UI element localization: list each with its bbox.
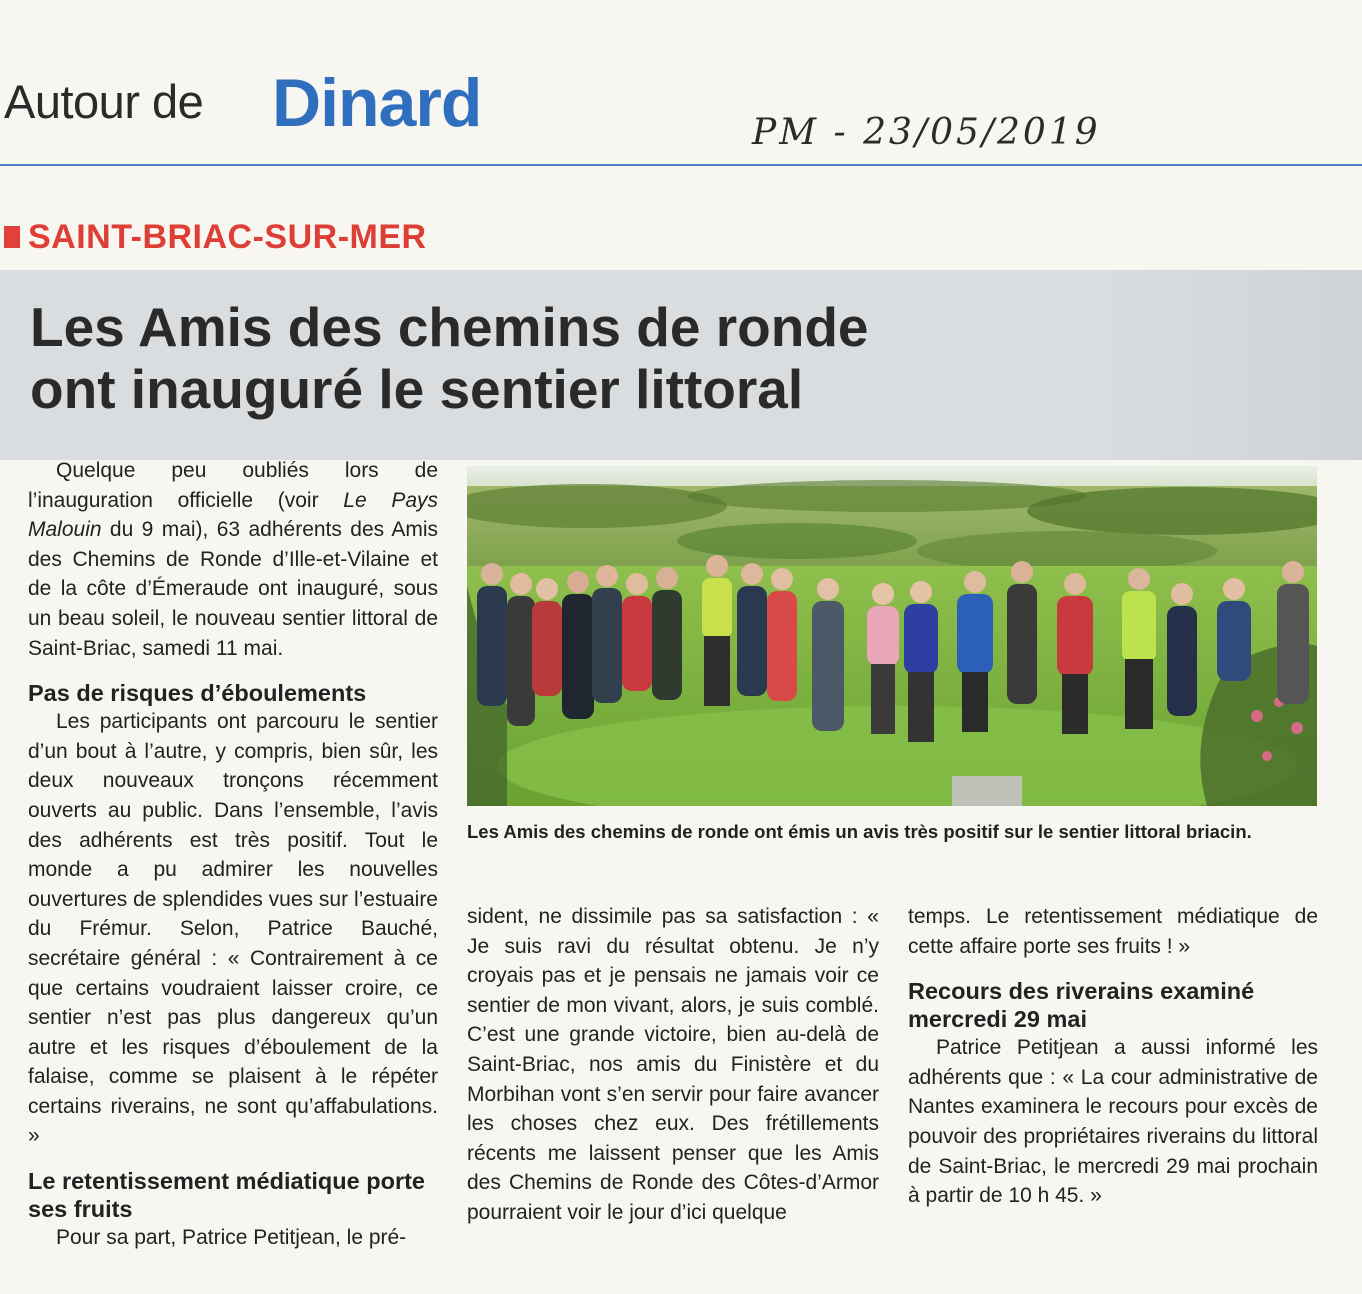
- header-rule: [0, 164, 1362, 166]
- paragraph-recours: Patrice Petitjean a aussi informé les adhérents que : « La cour administrative de Nantes examinera le recours pour excès de pouvoir des propriétaires riverains du littoral de Saint-Briac, le mercredi 29 mai prochain à partir de 10 h 45. »: [908, 1036, 1318, 1208]
- kicker-marker: [4, 226, 20, 248]
- paragraph-participants: Les participants ont parcouru le sentier d’un bout à l’autre, y compris, bien sûr, les deux nouveaux tronçons récemment ouverts au public. Dans l’ensemble, l’avis des adhérents est très positif. Tout le monde a pu admirer les nouvelles ouvertures de splendides vues sur l’estuaire du Frémur. Selon, Patrice Bauché, secrétaire général : « Contrairement à ce que certains voudraient laisser croire, ce sentier n’est pas plus dangereux qu’un autre et les risques d’éboulement de la falaise, comme se plaisent à le répéter certains riverains, ne sont qu’affabulations. »: [28, 710, 438, 1148]
- kicker-location: SAINT-BRIAC-SUR-MER: [28, 218, 427, 256]
- paragraph-petitjean-start: Pour sa part, Patrice Petitjean, le pré-: [56, 1226, 407, 1250]
- photo-caption: Les Amis des chemins de ronde ont émis un avis très positif sur le sentier littoral briacin.: [467, 821, 1252, 842]
- article-column-1: [28, 456, 438, 1253]
- headline-line-1: Les Amis des chemins de ronde: [30, 296, 869, 358]
- subhead-recours: Recours des riverains examiné mercredi 29 mai: [908, 978, 1255, 1033]
- intro-text-a: Quelque peu oubliés lors de l’inauguration officielle (voir: [28, 459, 438, 512]
- headline-line-2: ont inauguré le sentier littoral: [30, 358, 804, 420]
- photo: [467, 466, 1317, 806]
- subhead-eboulements: Pas de risques d’éboulements: [28, 680, 367, 707]
- intro-reference: Le Pays Malouin: [28, 488, 438, 542]
- header-town-title: Dinard: [272, 65, 482, 141]
- group-photo-illustration: [467, 466, 1317, 806]
- paragraph-petitjean-cont: sident, ne dissimile pas sa satisfaction : « Je suis ravi du résultat obtenu. Je n’y croyais pas et je pensais ne jamais voir ce sentier de mon vivant, alors, je suis comblé. C’est une grande victoire, bien au-delà de Saint-Briac, nos amis du Finistère et du Morbihan vont s’en servir pour faire avancer les choses chez eux. Des frétillements récents me laissent penser que les Amis des Chemins de Ronde des Côtes-d’Armor pourraient voir le jour d’ici quelque: [467, 905, 879, 1224]
- paragraph-petitjean-end: temps. Le retentissement médiatique de cette affaire porte ses fruits ! »: [908, 905, 1318, 958]
- intro-paragraph: [28, 456, 438, 663]
- handwritten-date-note: PM - 23/05/2019: [752, 112, 1101, 153]
- subhead-retentissement: Le retentissement médiatique porte ses fruits: [28, 1168, 425, 1223]
- article-column-3: [908, 902, 1318, 1211]
- article-column-2: [467, 902, 879, 1228]
- header-section-label: Autour de: [4, 75, 204, 128]
- intro-text-b: du 9 mai), 63 adhérents des Amis des Chemins de Ronde d’Ille-et-Vilaine et de la côte d’Émeraude ont inauguré, sous un beau soleil, le nouveau sentier littoral de Saint-Briac, samedi 11 mai.: [28, 518, 438, 660]
- headline: [30, 296, 1130, 420]
